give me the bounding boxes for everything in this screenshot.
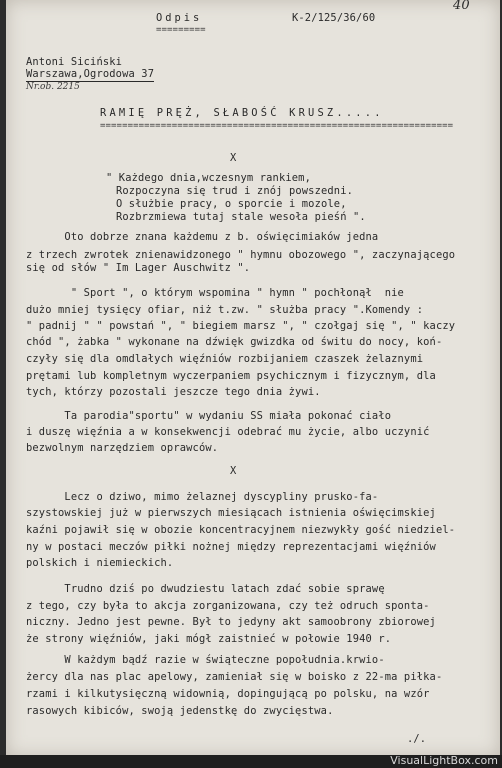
- document-title: RAMIĘ PRĘŻ, SŁABOŚĆ KRUSZ.....: [100, 107, 384, 119]
- text-line: " Sport ", o którym wspomina " hymn " pochłonął nie: [26, 287, 404, 299]
- text-line: rasowych kibiców, swoją jedenstkę do zwycięstwa.: [26, 705, 334, 717]
- text-line: się od słów " Im Lager Auschwitz ".: [26, 262, 251, 274]
- poem-line: Rozpoczyna się trud i znój powszedni.: [116, 185, 354, 197]
- text-line: żercy dla nas plac apelowy, zamieniał się w boisko z 22-ma piłka-: [26, 671, 443, 683]
- poem-line: O służbie pracy, o sporcie i mozole,: [116, 198, 347, 210]
- page-number: 40: [453, 0, 470, 13]
- text-line: z tego, czy była to akcja zorganizowana, czy też odruch sponta-: [26, 600, 430, 612]
- poem-line: " Każdego dnia,wczesnym rankiem,: [106, 172, 311, 184]
- text-line: dużo mniej tysięcy ofiar, niż t.zw. " służba pracy ".Komendy :: [26, 304, 424, 316]
- text-line: ny w postaci meczów piłki nożnej między reprezentacjami więźniów: [26, 541, 436, 553]
- handwritten-note: Nr.ob. 2215: [26, 82, 80, 92]
- text-line: chód ", żabka " wykonane na dźwięk gwizdka od świtu do nocy, koń-: [26, 336, 443, 348]
- text-line: i duszę więźnia a w konsekwencji odebrać mu życie, albo uczynić: [26, 426, 430, 438]
- text-line: Lecz o dziwo, mimo żelaznej dyscypliny prusko-fa-: [26, 491, 379, 503]
- text-line: W każdym bądź razie w świąteczne popołudnia.krwio-: [26, 654, 385, 666]
- text-line: bezwolnym narzędziem oprawców.: [26, 442, 219, 454]
- poem-line: Rozbrzmiewa tutaj stale wesoła pieśń ".: [116, 211, 366, 223]
- text-line: szystowskiej już w pierwszych miesiącach istnienia oświęcimskiej: [26, 507, 436, 519]
- watermark-text: VisualLightBox.com: [390, 754, 498, 767]
- text-line: czyły się dla omdlałych więźniów rozbijaniem czaszek żelaznymi: [26, 353, 424, 365]
- sender-address: Warszawa,Ogrodowa 37: [26, 68, 155, 80]
- text-line: z trzech zwrotek znienawidzonego " hymnu obozowego ", zaczynającego: [26, 249, 456, 261]
- text-line: polskich i niemieckich.: [26, 557, 174, 569]
- document-page: [6, 0, 500, 757]
- text-line: kaźni pojawił się w obozie koncentracyjnem niezwykły gość niedziel-: [26, 524, 456, 536]
- section-marker-x: X: [230, 152, 237, 164]
- text-line: niczny. Jedno jest pewne. Był to jedyny akt samoobrony zbiorowej: [26, 616, 436, 628]
- title-underline: ================================================================: [100, 121, 454, 131]
- reference-number: K-2/125/36/60: [292, 12, 376, 24]
- sender-name: Antoni Siciński: [26, 56, 123, 68]
- text-line: Ta parodia"sportu" w wydaniu SS miała pokonać ciało: [26, 410, 392, 422]
- text-line: prętami lub kompletnym wyczerpaniem psychicznym i fizycznym, dla: [26, 370, 436, 382]
- text-line: rzami i kilkutysięczną widownią, dopingującą po polsku, na wzór: [26, 688, 430, 700]
- heading-underline: =========: [156, 25, 206, 35]
- continuation-mark: ./.: [407, 733, 427, 745]
- text-line: że strony więźniów, jaki mógł zaistnieć w połowie 1940 r.: [26, 633, 392, 645]
- text-line: Oto dobrze znana każdemu z b. oświęcimiaków jedna: [26, 231, 379, 243]
- section-marker-x: X: [230, 465, 237, 477]
- text-line: " padnij " " powstań ", " biegiem marsz ", " czołgaj się ", " kaczy: [26, 320, 456, 332]
- text-line: tych, którzy pozostali jeszcze tego dnia żywi.: [26, 386, 321, 398]
- text-line: Trudno dziś po dwudziestu latach zdać sobie sprawę: [26, 583, 385, 595]
- document-heading: Odpis: [156, 12, 203, 24]
